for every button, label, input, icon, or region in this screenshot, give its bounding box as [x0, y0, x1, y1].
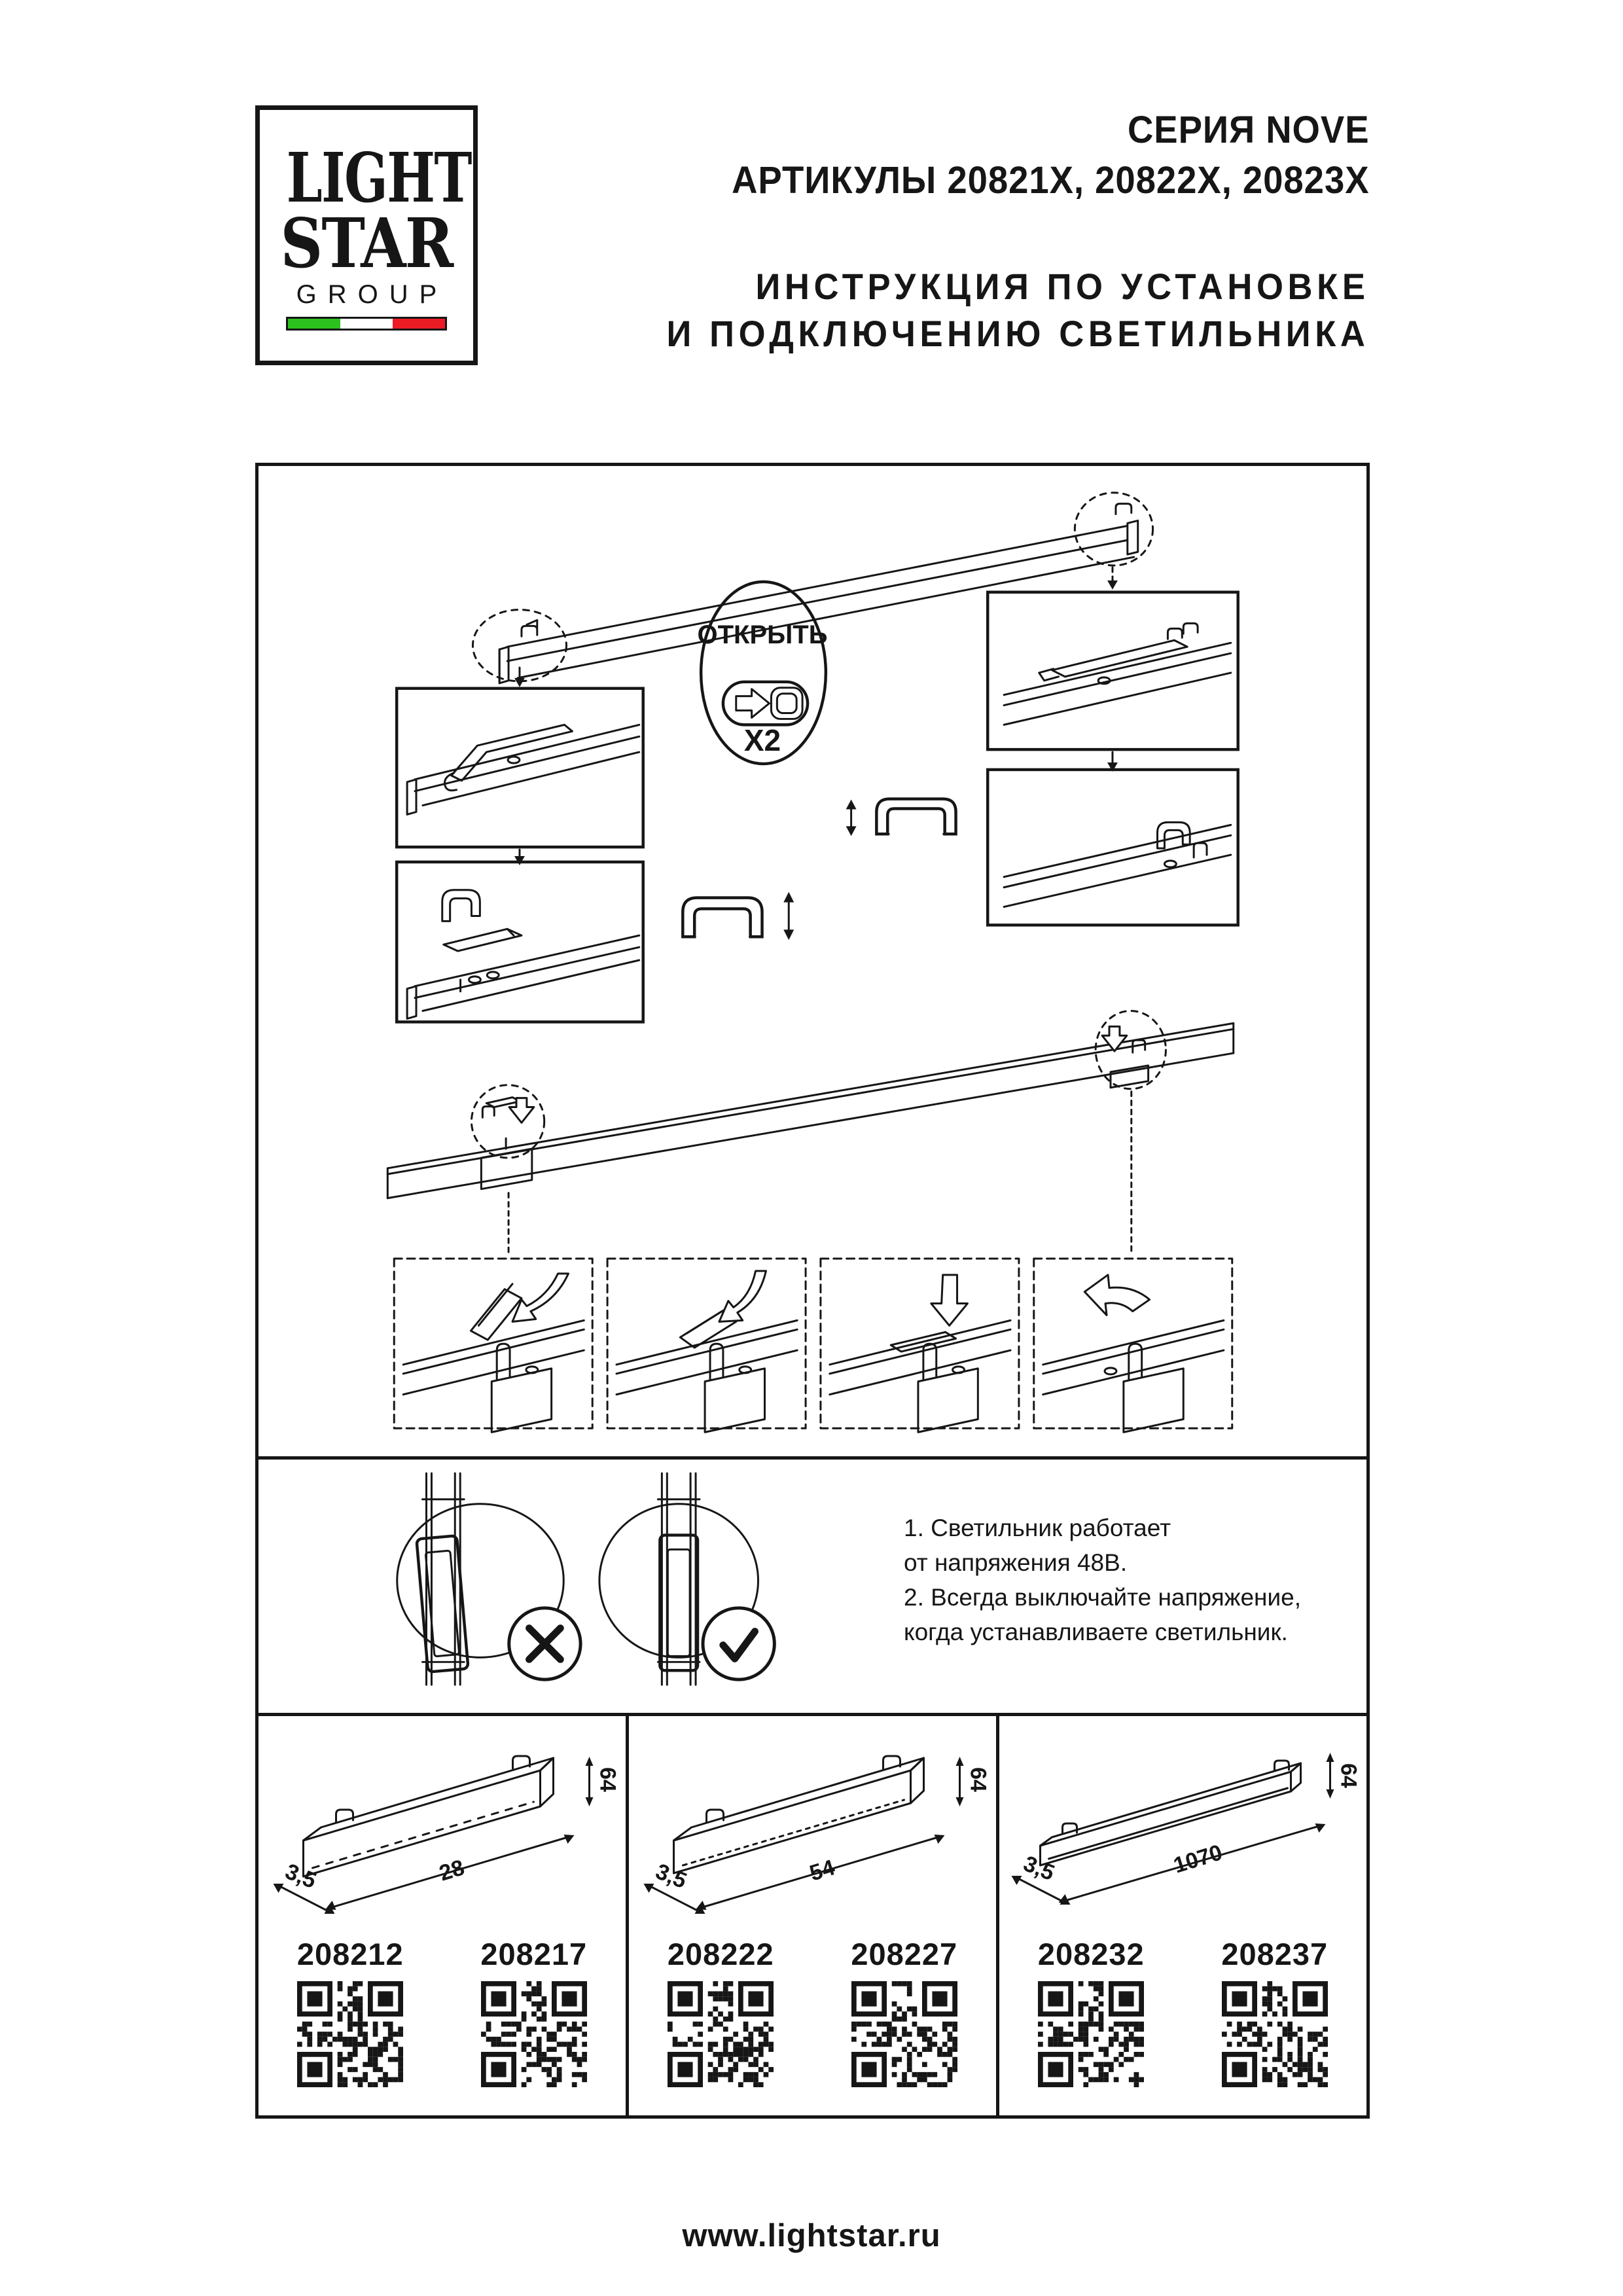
insert-arrow-icon [509, 1098, 534, 1123]
mounting-step-4 [1034, 1259, 1232, 1432]
logo-word-light: LIGHT [286, 137, 471, 218]
cross-circle-icon [509, 1608, 580, 1679]
up-down-arrow-icon [783, 892, 794, 941]
dim-length [326, 1835, 575, 1910]
dim-length [1059, 1823, 1326, 1903]
svg-text:3,5: 3,5 [1020, 1851, 1058, 1886]
track-mounting-illustration [387, 1011, 1233, 1255]
product-drawing [999, 1716, 1366, 1932]
mounting-step-2 [607, 1259, 806, 1432]
qr-code [481, 1981, 587, 2087]
product-panel-54 [626, 1716, 996, 2115]
slide-switch-icon [723, 682, 808, 725]
correct-mounting-illustration [599, 1473, 774, 1685]
svg-text:64: 64 [1336, 1763, 1361, 1788]
note-line: 1. Светильник работает [904, 1515, 1171, 1541]
installation-diagram-art [259, 466, 1366, 1456]
logo-word-group: GROUP [296, 280, 448, 309]
instruction-title-line1: ИНСТРУКЦИЯ ПО УСТАНОВКЕ [755, 266, 1370, 307]
mounting-step-1 [394, 1259, 592, 1432]
wrong-mounting-illustration [397, 1473, 580, 1685]
article-number: 208227 [851, 1937, 958, 1971]
qr-code [297, 1981, 403, 2087]
note-line: когда устанавливаете светильник. [904, 1619, 1288, 1645]
flag-white [340, 319, 393, 329]
svg-text:64: 64 [965, 1767, 991, 1792]
rotate-arrow-icon [719, 1271, 766, 1321]
down-arrow-icon [1107, 581, 1118, 590]
press-arrow-icon [931, 1275, 968, 1325]
detail-box-clips-on-track [988, 770, 1238, 925]
article-number: 208212 [296, 1937, 404, 1971]
qr-code [668, 1981, 774, 2087]
flag-green [288, 319, 340, 329]
open-label: ОТКРЫТЬ [697, 620, 828, 649]
svg-text:28: 28 [436, 1855, 468, 1886]
articles-title: АРТИКУЛЫ 20821Х, 20822Х, 20823Х [732, 159, 1370, 202]
product-panel-28 [259, 1716, 626, 2115]
up-down-arrow-icon [846, 800, 857, 836]
svg-text:64: 64 [595, 1767, 620, 1792]
dim-length [696, 1835, 945, 1910]
safety-notes [904, 1511, 1301, 1649]
zoom-circle-clip-right [1096, 1011, 1166, 1088]
detail-box-cover-slide [988, 592, 1238, 749]
products-section [255, 1713, 1370, 2119]
dim-height [586, 1757, 620, 1806]
article-number: 208237 [1221, 1937, 1329, 1971]
lightstar-logo [255, 105, 478, 365]
note-line: 2. Всегда выключайте напряжение, [904, 1584, 1301, 1611]
clip-profile-left [683, 892, 794, 941]
detail-box-clip-cover-track [397, 862, 643, 1022]
down-arrow-icon [514, 678, 525, 687]
qr-code [851, 1981, 957, 2087]
check-circle-icon [703, 1608, 774, 1679]
logo-word-star: STAR [280, 203, 453, 283]
svg-text:54: 54 [806, 1855, 838, 1886]
open-count-label: X2 [743, 723, 781, 757]
slide-arrow-icon [1084, 1275, 1149, 1316]
series-title: СЕРИЯ NOVE [1128, 109, 1370, 151]
product-drawing [259, 1716, 626, 1932]
mounting-step-3 [821, 1259, 1019, 1432]
instruction-title-line2: И ПОДКЛЮЧЕНИЮ СВЕТИЛЬНИКА [667, 313, 1370, 354]
svg-text:3,5: 3,5 [652, 1859, 690, 1894]
product-panel-1070 [996, 1716, 1366, 2115]
dim-height [956, 1757, 991, 1806]
article-number: 208232 [1037, 1937, 1145, 1971]
flag-red [393, 319, 445, 329]
product-drawing [629, 1716, 996, 1932]
dim-depth [274, 1859, 335, 1914]
note-line: от напряжения 48В. [904, 1549, 1128, 1576]
track-overview-illustration [473, 493, 1152, 687]
title-block [667, 105, 1370, 357]
qr-code [1038, 1981, 1144, 2087]
italian-flag-icon [286, 317, 447, 331]
footer-website: www.lightstar.ru [682, 2218, 941, 2253]
clip-profile-right [846, 799, 956, 836]
svg-text:1070: 1070 [1170, 1840, 1226, 1878]
qr-code [1222, 1981, 1328, 2087]
svg-text:3,5: 3,5 [281, 1859, 320, 1894]
mounting-steps [394, 1259, 1232, 1432]
detail-box-track-end-latch [397, 689, 643, 847]
installation-diagram [255, 463, 1370, 1460]
dim-height [1327, 1753, 1361, 1799]
article-number: 208222 [667, 1937, 774, 1971]
article-number: 208217 [480, 1937, 588, 1971]
